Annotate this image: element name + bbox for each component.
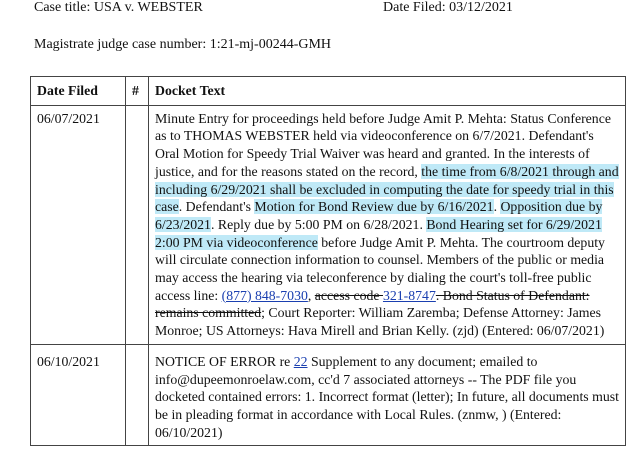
docket-text-segment: ; Court Reporter: William Zaremba; Defense Attorney: James Monroe; US Attorneys: Hava Mirell and Brian Kelly. (zjd) (Entered: 06/07/2021) [155, 305, 605, 339]
docket-text-segment: Minute Entry for proceedings held before Judge Amit P. Mehta: Status Conference as to THOMAS WEBSTER held via videoconference on 6/7/2021. Defendant's Oral Motion for Speedy Trial Waiver was heard and granted. In the interests of justice, and for the reasons stated on the record, [155, 110, 611, 179]
highlighted-bond-hearing: Bond Hearing set for 6/29/2021 2:00 PM via videoconference [155, 216, 602, 250]
docket-entry-row [31, 105, 626, 344]
docket-header-row [31, 77, 626, 106]
document-22-link[interactable]: 22 [293, 353, 308, 369]
struck-bond-status: . Bond Status of Defendant: remains committed [155, 287, 590, 321]
highlighted-bond-review-deadline: Motion for Bond Review due by 6/16/2021 [254, 199, 494, 215]
docket-table [30, 76, 626, 446]
docket-entry-row [31, 344, 626, 446]
docket-text-segment: before Judge Amit P. Mehta. The courtroom deputy will circulate connection information to counsel. Members of the public or media may access the hearing via teleconference by dialing the court's toll-free public access line: [155, 234, 605, 303]
entry-docket-text [149, 105, 626, 344]
column-header-date-filed: Date Filed [31, 77, 126, 106]
highlighted-opposition-deadline: Opposition due by 6/23/2021 [155, 199, 603, 232]
docket-text-segment: , [307, 287, 315, 303]
highlighted-speedy-trial-exclusion: the time from 6/8/2021 through and including 6/29/2021 shall be excluded in computing the date for speedy trial in this case [155, 163, 619, 215]
entry-number [126, 344, 149, 446]
docket-text-segment: NOTICE OF ERROR re [155, 353, 294, 369]
magistrate-case-number: Magistrate judge case number: 1:21-mj-00244-GMH [34, 37, 332, 52]
entry-date: 06/07/2021 [31, 105, 126, 344]
column-header-docket-text: Docket Text [149, 77, 626, 106]
entry-docket-text [149, 344, 626, 446]
docket-text-segment: . Reply due by 5:00 PM on 6/28/2021. [210, 216, 427, 232]
entry-date: 06/10/2021 [31, 344, 126, 446]
case-title: Case title: USA v. WEBSTER [34, 0, 203, 15]
docket-text-segment: Supplement to any document; emailed to info@dupeemonroelaw.com, cc'd 7 associated attorneys -- The PDF file you docketed contained errors: 1. Incorrect format (letter); In future, all documents must be in pleading format in accordance with Local Rules. (znmw, ) (Entered: 06/10/2021) [155, 353, 619, 440]
struck-access-code-label: access code [314, 287, 383, 303]
entry-number [126, 105, 149, 344]
phone-number-link[interactable]: (877) 848-7030 [221, 287, 308, 303]
column-header-number: # [126, 77, 149, 106]
date-filed-header: Date Filed: 03/12/2021 [383, 0, 513, 15]
docket-text-segment: . [493, 199, 501, 215]
access-code-link[interactable]: 321-8747 [382, 287, 436, 303]
docket-text-segment: . Defendant's [178, 199, 255, 215]
